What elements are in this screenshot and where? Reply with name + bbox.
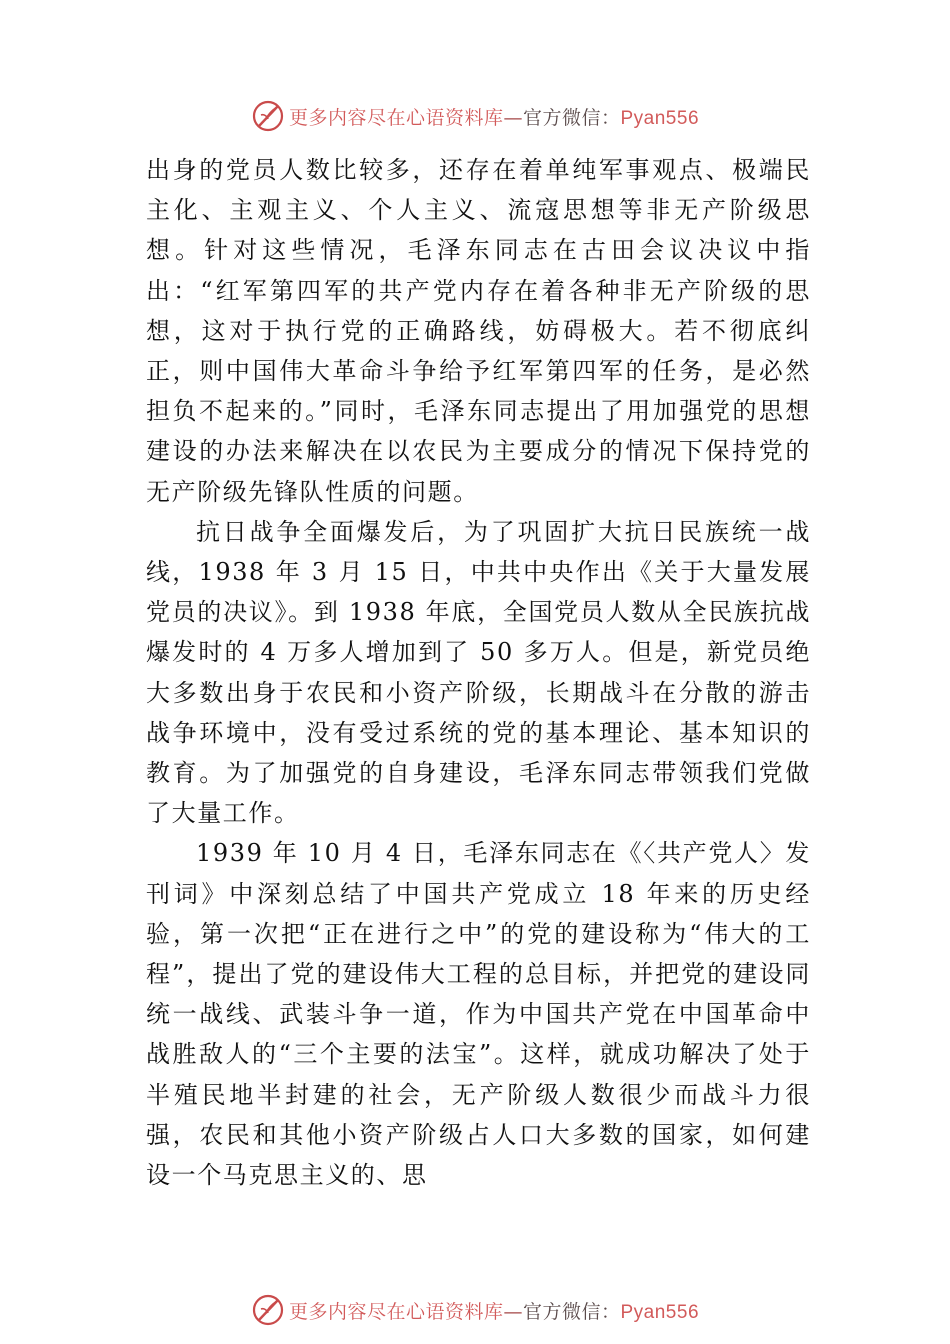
- header-watermark-banner: [0, 96, 950, 136]
- document-body: [146, 150, 811, 1195]
- footer-watermark-banner: [0, 1290, 950, 1330]
- paragraph-3: 1939 年 10 月 4 日，毛泽东同志在《〈共产党人〉发刊词》中深刻总结了中国共产党成立 18 年来的历史经验，第一次把“正在进行之中”的党的建设称为“伟大的工程”，提出了党的建设伟大工程的总目标，并把党的建设同统一战线、武装斗争一道，作为中国共产党在中国革命中战胜敌人的“三个主要的法宝”。这样，就成功解决了处于半殖民地半封建的社会，无产阶级人数很少而战斗力很强，农民和其他小资产阶级占人口大多数的国家，如何建设一个马克思主义的、思: [146, 839, 811, 1190]
- banner-text: 更多内容尽在心语资料库—官方微信：Pyan556: [288, 106, 700, 129]
- banner-text: 更多内容尽在心语资料库—官方微信：Pyan556: [288, 1300, 700, 1323]
- paragraph-2: 抗日战争全面爆发后，为了巩固扩大抗日民族统一战线，1938 年 3 月 15 日，中共中央作出《关于大量发展党员的决议》。到 1938 年底，全国党员人数从全民族抗战爆发时的 4 万多人增加到了 50 多万人。但是，新党员绝大多数出身于农民和小资产阶级，长期战斗在分散的游击战争环境中，没有受过系统的党的基本理论、基本知识的教育。为了加强党的自身建设，毛泽东同志带领我们党做了大量工作。: [146, 517, 811, 828]
- paragraph-1: 出身的党员人数比较多，还存在着单纯军事观点、极端民主化、主观主义、个人主义、流寇思想等非无产阶级思想。针对这些情况，毛泽东同志在古田会议决议中指出：“红军第四军的共产党内存在着各种非无产阶级的思想，这对于执行党的正确路线，妨碍极大。若不彻底纠正，则中国伟大革命斗争给予红军第四军的任务，是必然担负不起来的。”同时，毛泽东同志提出了用加强党的思想建设的办法来解决在以农民为主要成分的情况下保持党的无产阶级先锋队性质的问题。: [146, 156, 811, 506]
- quill-pen-logo-icon: [251, 1293, 285, 1327]
- quill-pen-logo-icon: [251, 99, 285, 133]
